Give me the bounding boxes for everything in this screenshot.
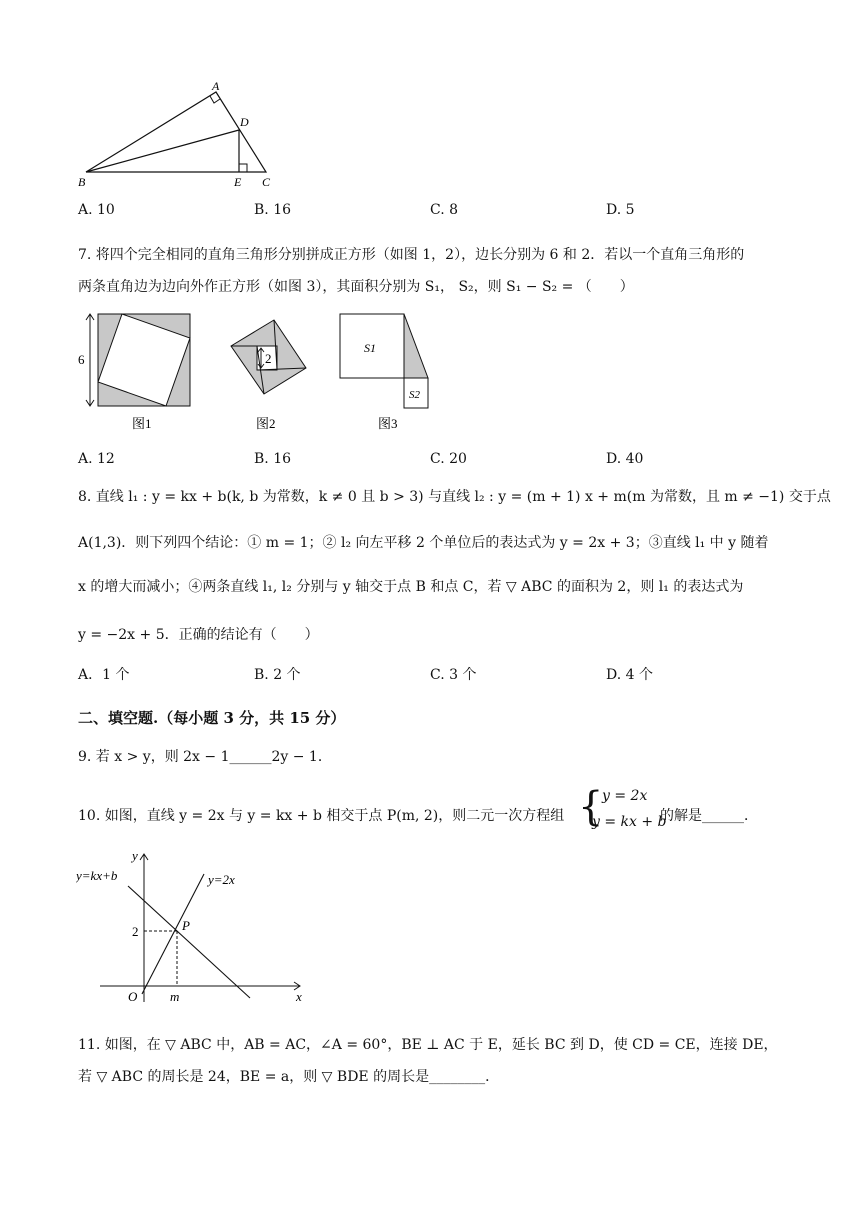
fig3-s1-label: S1 <box>364 341 376 355</box>
q8-option-a[interactable]: A．1 个 <box>78 667 130 683</box>
q6-option-a[interactable]: A. 10 <box>78 202 115 218</box>
y-tick-2: 2 <box>132 924 139 939</box>
q6-option-c[interactable]: C. 8 <box>430 202 459 218</box>
q7-text-line2: 两条直角边为边向外作正方形（如图 3），其面积分别为 S₁， S₂，则 S₁ − S₂ = （ ） <box>78 279 634 295</box>
fig3-s2-label: S2 <box>409 389 420 401</box>
x-axis-label: x <box>296 989 302 1004</box>
label-C: C <box>262 175 271 189</box>
q7-option-c[interactable]: C. 20 <box>430 451 467 467</box>
q10-text-before: 10. 如图，直线 y = 2x 与 y = kx + b 相交于点 P(m, 2)，则二元一次方程组 <box>78 808 565 824</box>
q9-text: 9. 若 x > y，则 2x − 1______2y − 1． <box>78 749 332 765</box>
q11-text-line2: 若 ▽ ABC 的周长是 24，BE = a，则 ▽ BDE 的周长是________． <box>78 1069 500 1085</box>
label-B: B <box>78 175 86 189</box>
q10-graph <box>76 846 316 1006</box>
point-P-label: P <box>182 918 190 933</box>
line-y2x-label: y=2x <box>208 872 235 887</box>
q7-figures <box>76 306 436 436</box>
section-title: 二、填空题.（每小题 3 分，共 15 分） <box>78 709 346 727</box>
q7-option-b[interactable]: B. 16 <box>254 451 292 467</box>
fig1-caption: 图1 <box>132 416 152 431</box>
q8-option-d[interactable]: D. 4 个 <box>606 667 653 683</box>
origin-label: O <box>128 989 138 1004</box>
q6-triangle-figure <box>72 78 282 190</box>
fig2-caption: 图2 <box>256 416 276 431</box>
fig1-side-label: 6 <box>78 352 85 367</box>
fig2-side-label: 2 <box>265 351 272 366</box>
q8-text-line1: 8. 直线 l₁ : y = kx + b(k, b 为常数，k ≠ 0 且 b > 3) 与直线 l₂ : y = (m + 1) x + m(m 为常数，且 m ≠ −1) 交于点 <box>78 489 831 505</box>
label-D: D <box>240 115 249 129</box>
q8-text-line3: x 的增大而减小；④两条直线 l₁, l₂ 分别与 y 轴交于点 B 和点 C，若 ▽ ABC 的面积为 2，则 l₁ 的表达式为 <box>78 579 744 595</box>
system-brace: { <box>578 784 604 830</box>
q8-option-c[interactable]: C. 3 个 <box>430 667 477 683</box>
q6-option-d[interactable]: D. 5 <box>606 202 635 218</box>
q8-text-line2: A(1,3)．则下列四个结论：① m = 1；② l₂ 向左平移 2 个单位后的表达式为 y = 2x + 3；③直线 l₁ 中 y 随着 <box>78 535 769 551</box>
label-E: E <box>234 175 242 189</box>
x-tick-m: m <box>170 989 180 1004</box>
q10-text-after: 的解是______． <box>660 808 758 824</box>
line-kxb-label: y=kx+b <box>76 868 118 883</box>
q7-option-a[interactable]: A. 12 <box>78 451 115 467</box>
q8-text-line4: y = −2x + 5．正确的结论有（ ） <box>78 627 319 643</box>
y-axis-label: y <box>132 848 138 863</box>
q7-text-line1: 7. 将四个完全相同的直角三角形分别拼成正方形（如图 1，2），边长分别为 6 和 2．若以一个直角三角形的 <box>78 247 745 263</box>
label-A: A <box>212 79 220 93</box>
system-eq1: y = 2x <box>602 788 648 804</box>
fig3-caption: 图3 <box>378 416 398 431</box>
q6-option-b[interactable]: B. 16 <box>254 202 292 218</box>
q7-option-d[interactable]: D. 40 <box>606 451 644 467</box>
system-eq2: y = kx + b <box>592 814 667 830</box>
q8-option-b[interactable]: B. 2 个 <box>254 667 301 683</box>
q11-text-line1: 11. 如图，在 ▽ ABC 中，AB = AC，∠A = 60°，BE ⊥ AC 于 E，延长 BC 到 D，使 CD = CE，连接 DE， <box>78 1037 778 1053</box>
